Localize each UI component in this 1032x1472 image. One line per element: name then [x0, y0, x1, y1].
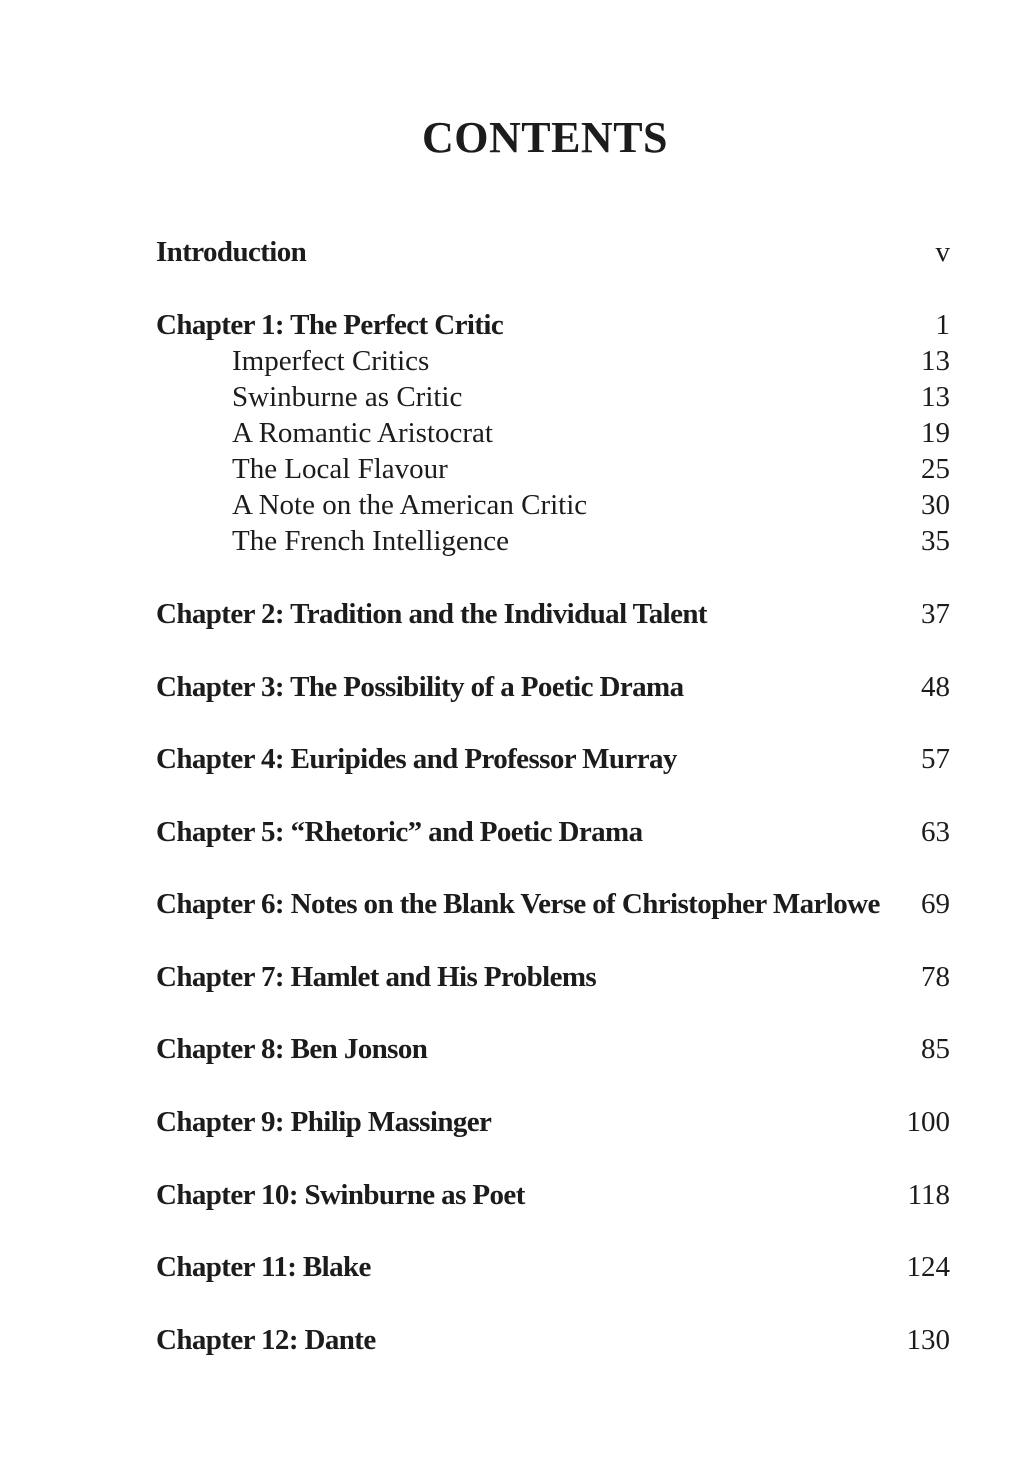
toc-entry-chapter-10[interactable]	[156, 1177, 950, 1213]
toc-entry-label: The Local Flavour	[232, 453, 448, 485]
toc-entry-label: Chapter 1: The Perfect Critic	[156, 309, 504, 341]
toc-entry-label: Chapter 3: The Possibility of a Poetic Drama	[156, 671, 684, 703]
toc-entry-page-number: 13	[921, 345, 950, 377]
toc-entry-page-number: 124	[906, 1251, 950, 1283]
toc-entry-chapter-4[interactable]	[156, 741, 950, 777]
toc-entry-chapter-3[interactable]	[156, 669, 950, 705]
toc-entry-label: Chapter 10: Swinburne as Poet	[156, 1179, 525, 1211]
toc-entry-label: Imperfect Critics	[232, 345, 430, 377]
toc-entry-label: Chapter 4: Euripides and Professor Murray	[156, 743, 677, 775]
toc-subentry-local-flavour[interactable]	[156, 451, 950, 487]
toc-entry-page-number: 85	[921, 1033, 950, 1065]
toc-entry-chapter-11[interactable]	[156, 1249, 950, 1285]
toc-entry-label: Swinburne as Critic	[232, 381, 463, 413]
toc-entry-label: Chapter 2: Tradition and the Individual Talent	[156, 598, 707, 630]
toc-entry-page-number: 100	[906, 1106, 950, 1138]
toc-entry-page-number: 63	[921, 816, 950, 848]
toc-entry-label: Chapter 6: Notes on the Blank Verse of Christopher Marlowe	[156, 888, 880, 920]
toc-entry-page-number: 78	[921, 961, 950, 993]
toc-entry-chapter-7[interactable]	[156, 959, 950, 995]
toc-entry-introduction[interactable]	[156, 234, 950, 270]
toc-entry-chapter-9[interactable]	[156, 1104, 950, 1140]
toc-entry-chapter-6[interactable]	[156, 886, 950, 922]
toc-entry-chapter-1[interactable]	[156, 307, 950, 343]
toc-entry-label: Chapter 9: Philip Massinger	[156, 1106, 492, 1138]
toc-entry-page-number: 1	[935, 309, 950, 341]
toc-entry-page-number: 13	[921, 381, 950, 413]
toc-entry-chapter-12[interactable]	[156, 1322, 950, 1358]
toc-entry-label: A Note on the American Critic	[232, 489, 588, 521]
toc-entry-page-number: 30	[921, 489, 950, 521]
toc-entry-page-number: v	[935, 236, 950, 268]
toc-entry-page-number: 118	[907, 1179, 950, 1211]
toc-entry-page-number: 35	[921, 525, 950, 557]
toc-entry-label: Introduction	[156, 236, 307, 268]
toc-entry-label: Chapter 7: Hamlet and His Problems	[156, 961, 597, 993]
toc-entry-label: Chapter 5: “Rhetoric” and Poetic Drama	[156, 816, 643, 848]
toc-subentry-french-intelligence[interactable]	[156, 523, 950, 559]
toc-entry-page-number: 130	[906, 1324, 950, 1356]
toc-subentry-imperfect-critics[interactable]	[156, 343, 950, 379]
toc-entry-chapter-2[interactable]	[156, 596, 950, 632]
toc-subentry-american-critic[interactable]	[156, 487, 950, 523]
toc-entry-page-number: 37	[921, 598, 950, 630]
toc-entry-label: A Romantic Aristocrat	[232, 417, 493, 449]
toc-entry-label: Chapter 8: Ben Jonson	[156, 1033, 428, 1065]
toc-entry-page-number: 57	[921, 743, 950, 775]
toc-subentry-swinburne-as-critic[interactable]	[156, 379, 950, 415]
page-title: CONTENTS	[421, 113, 669, 162]
toc-subentry-romantic-aristocrat[interactable]	[156, 415, 950, 451]
toc-entry-label: The French Intelligence	[232, 525, 509, 557]
toc-entry-page-number: 19	[921, 417, 950, 449]
toc-entry-page-number: 69	[921, 888, 950, 920]
toc-entry-chapter-5[interactable]	[156, 814, 950, 850]
toc-entry-label: Chapter 12: Dante	[156, 1324, 376, 1356]
toc-entry-chapter-8[interactable]	[156, 1031, 950, 1067]
toc-entry-label: Chapter 11: Blake	[156, 1251, 371, 1283]
toc-entry-page-number: 25	[921, 453, 950, 485]
toc-entry-page-number: 48	[921, 671, 950, 703]
